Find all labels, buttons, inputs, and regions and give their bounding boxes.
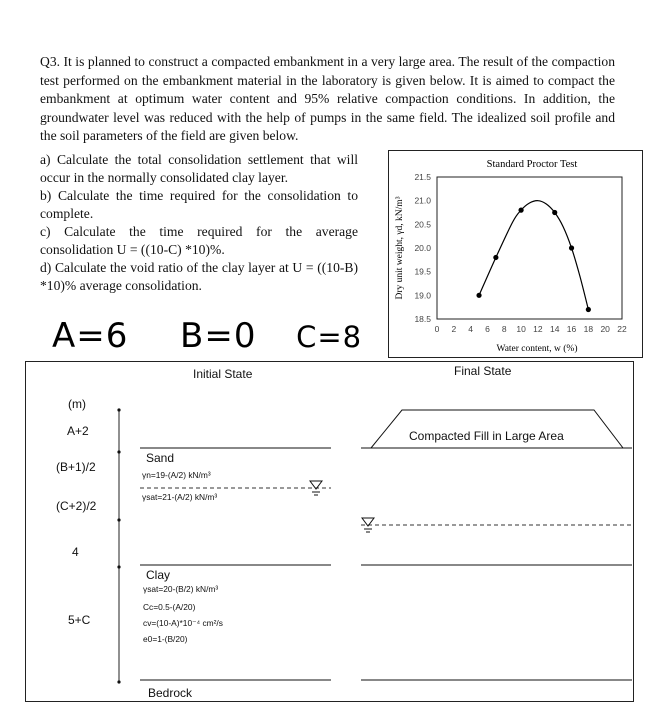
x-tick-label: 20 — [600, 324, 610, 334]
y-tick-label: 19.0 — [414, 290, 431, 301]
profile-drawing — [26, 362, 635, 703]
clay-cc: Cc=0.5-(A/20) — [143, 602, 196, 612]
sand-label: Sand — [146, 451, 175, 465]
depth-unit-label: (m) — [68, 397, 86, 411]
clay-e0: e0=1-(B/20) — [143, 634, 188, 644]
sand-gamma-n: γn=19-(A/2) kN/m³ — [142, 470, 211, 480]
clay-cv: cv=(10-A)*10⁻⁴ cm²/s — [143, 618, 223, 628]
final-state-title: Final State — [454, 364, 512, 378]
clay-label: Clay — [146, 568, 171, 582]
data-point — [586, 307, 591, 312]
handwritten-a: A=6 — [52, 316, 129, 356]
x-tick-label: 6 — [485, 324, 490, 334]
part-d: d) Calculate the void ratio of the clay layer at U = ((10-B) *10)% average consolidation. — [40, 260, 358, 293]
depth-label-4: 4 — [72, 545, 79, 559]
y-axis-label: Dry unit weight, γd, kN/m³ — [395, 196, 405, 300]
x-tick-label: 8 — [501, 324, 507, 334]
proctor-chart-svg — [389, 151, 644, 359]
depth-label-1: A+2 — [67, 424, 89, 438]
y-tick-labels — [414, 172, 431, 324]
y-tick-label: 20.0 — [414, 243, 431, 253]
part-b: b) Calculate the time required for the consolidation to complete. — [40, 188, 358, 221]
x-tick-label: 22 — [617, 324, 627, 334]
x-tick-label: 16 — [566, 324, 577, 334]
fill-label: Compacted Fill in Large Area — [409, 429, 564, 443]
initial-state-title: Initial State — [193, 367, 253, 381]
data-point — [493, 255, 498, 260]
y-tick-label: 20.5 — [414, 219, 431, 230]
data-point — [569, 245, 574, 250]
handwritten-c: C=8 — [296, 320, 363, 354]
question-text: Q3. It is planned to construct a compacted embankment in a very large area. The result of the compaction test performed on the embankment material in the laboratory is given below. It is aimed to compact the embankment at optimum water content and 95% relative compaction conditions. In addition, the groundwater level was reduced with the help of pumps in the same field. The idealized soil profile and the soil parameters of the field are given below. — [40, 54, 615, 143]
chart-title: Standard Proctor Test — [486, 159, 578, 170]
x-tick-label: 2 — [451, 324, 457, 334]
y-tick-label: 21.5 — [414, 172, 431, 182]
data-points — [476, 208, 591, 313]
bedrock-label: Bedrock — [148, 686, 193, 700]
x-tick-labels — [435, 324, 627, 334]
depth-label-5: 5+C — [68, 613, 91, 627]
depth-label-3: (C+2)/2 — [56, 499, 97, 513]
handwritten-b: B=0 — [180, 316, 257, 356]
x-tick-label: 10 — [516, 324, 526, 334]
x-tick-label: 12 — [533, 324, 543, 334]
x-tick-label: 14 — [549, 324, 560, 334]
x-tick-label: 4 — [468, 324, 474, 334]
depth-label-2: (B+1)/2 — [56, 460, 96, 474]
question-parts — [40, 151, 358, 295]
x-tick-label: 18 — [583, 324, 594, 334]
data-point — [518, 208, 523, 213]
data-point — [552, 210, 557, 215]
clay-gamma-sat: γsat=20-(B/2) kN/m³ — [143, 584, 219, 594]
x-tick-label: 0 — [434, 324, 440, 334]
proctor-chart — [388, 150, 643, 358]
part-c: c) Calculate the time required for the average consolidation U = ((10-C) *10)%. — [40, 224, 358, 257]
x-axis-label: Water content, w (%) — [496, 344, 578, 354]
y-tick-label: 19.5 — [414, 266, 431, 277]
handwritten-parameters — [52, 316, 362, 356]
data-point — [476, 293, 481, 298]
y-tick-label: 18.5 — [414, 314, 431, 324]
part-a: a) Calculate the total consolidation settlement that will occur in the normally consolidated clay layer. — [40, 152, 358, 185]
soil-profile — [25, 361, 634, 702]
sand-gamma-sat: γsat=21-(A/2) kN/m³ — [142, 492, 218, 502]
plot-area — [437, 177, 622, 319]
y-tick-label: 21.0 — [414, 195, 431, 206]
